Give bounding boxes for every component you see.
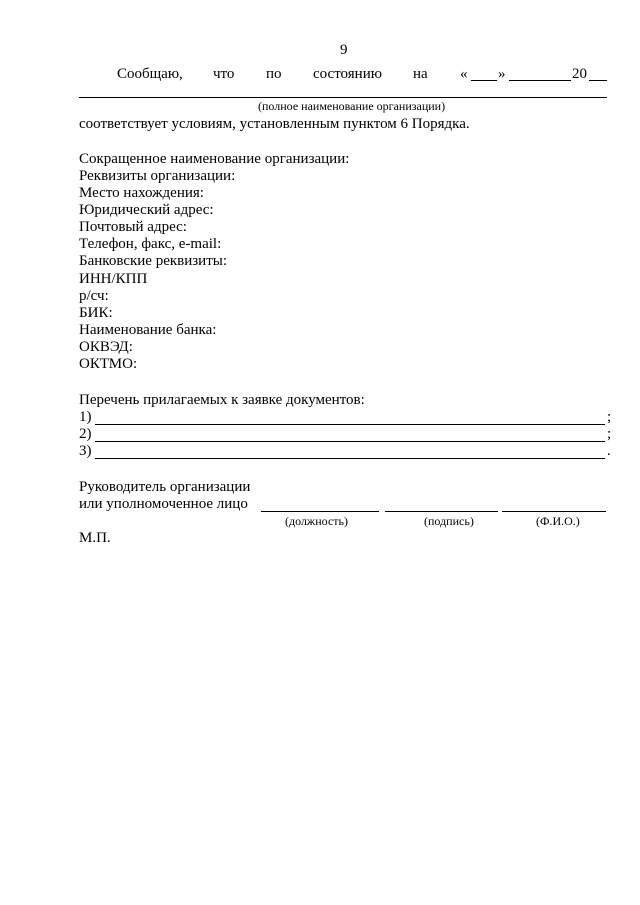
document-item-2-end: ;	[607, 426, 612, 442]
document-item-2-number: 2)	[79, 426, 92, 442]
field-location: Место нахождения:	[79, 185, 204, 201]
intro-word-3: по	[266, 66, 282, 82]
signatory-line-1: Руководитель организации	[79, 479, 251, 495]
field-postal-address: Почтовый адрес:	[79, 219, 187, 235]
position-line	[261, 511, 379, 512]
position-caption: (должность)	[285, 514, 348, 528]
document-item-1-number: 1)	[79, 409, 92, 425]
field-bank-name: Наименование банка:	[79, 322, 217, 338]
signature-caption: (подпись)	[424, 514, 474, 528]
document-item-3-end: .	[607, 443, 611, 459]
field-bank-requisites: Банковские реквизиты:	[79, 253, 228, 269]
field-oktmo: ОКТМО:	[79, 356, 138, 372]
intro-word-5: на	[413, 66, 428, 82]
field-legal-address: Юридический адрес:	[79, 202, 214, 218]
org-name-line	[79, 97, 607, 98]
document-item-3-line	[95, 458, 605, 459]
conformity-text: соответствует условиям, установленным пунктом 6 Порядка.	[79, 116, 470, 132]
stamp-place: М.П.	[79, 530, 111, 546]
month-blank	[509, 80, 571, 81]
day-blank	[471, 80, 497, 81]
field-requisites: Реквизиты организации:	[79, 168, 236, 184]
year-prefix: 20	[572, 66, 587, 82]
page-number: 9	[340, 42, 348, 58]
full-name-line	[502, 511, 606, 512]
document-item-1-end: ;	[607, 409, 612, 425]
intro-word-4: состоянию	[313, 66, 382, 82]
signature-line	[385, 511, 498, 512]
intro-word-2: что	[213, 66, 235, 82]
date-open-quote: «	[460, 66, 468, 82]
field-contacts: Телефон, факс, e-mail:	[79, 236, 222, 252]
document-item-3-number: 3)	[79, 443, 92, 459]
field-account: р/сч:	[79, 288, 109, 304]
intro-word-1: Сообщаю,	[117, 66, 183, 82]
field-okved: ОКВЭД:	[79, 339, 133, 355]
year-blank	[589, 80, 607, 81]
field-short-name: Сокращенное наименование организации:	[79, 151, 350, 167]
document-item-2-line	[95, 441, 605, 442]
document-item-1-line	[95, 424, 605, 425]
field-inn-kpp: ИНН/КПП	[79, 271, 148, 287]
date-close-quote: »	[498, 66, 506, 82]
org-name-caption: (полное наименование организации)	[258, 99, 446, 113]
signatory-line-2: или уполномоченное лицо	[79, 496, 248, 512]
field-bik: БИК:	[79, 305, 113, 321]
full-name-caption: (Ф.И.О.)	[536, 514, 580, 528]
documents-heading: Перечень прилагаемых к заявке документов:	[79, 392, 365, 408]
